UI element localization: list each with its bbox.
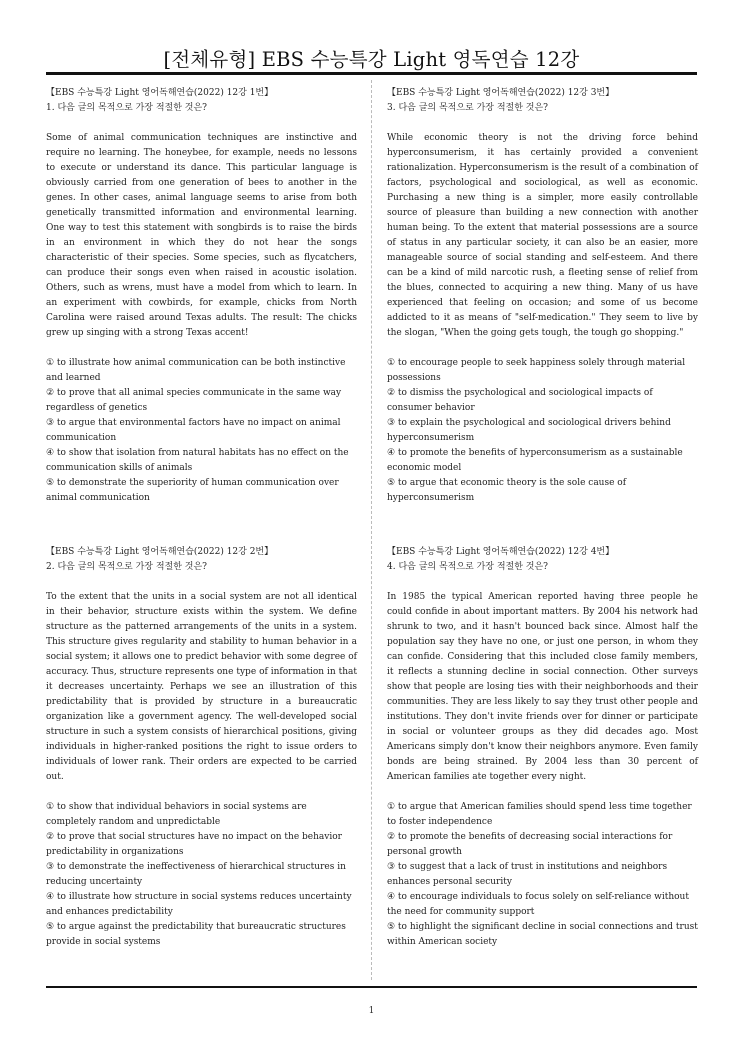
page-title: [전체유형] EBS 수능특강 Light 영독연습 12강 <box>163 48 580 71</box>
answer-choice-5[interactable]: ⑤ to demonstrate the superiority of human communication over animal communication <box>46 478 339 503</box>
answer-choices <box>46 800 357 950</box>
answer-choice-3[interactable]: ③ to argue that environmental factors have no impact on animal communication <box>46 418 341 443</box>
answer-choice-4[interactable]: ④ to promote the benefits of hyperconsumerism as a sustainable economic model <box>387 448 683 473</box>
question-passage: While economic theory is not the driving force behind hyperconsumerism, it has certainly provided a convenient rationalization. Hyperconsumerism is the result of a combination of factors, psychological and sociological, as well as economic. Purchasing a new thing is a simpler, more easily controllable source of pleasure than building a new connection with another human being. To the extent that material possessions are a source of status in any particular society, it can also be an easier, more manageable source of social standing and self-esteem. And there can be a kind of mild narcotic rush, a fleeting sense of relief from the blues, connected to acquiring a new thing. Many of us have experienced that feeling on occasion; and some of us become addicted to it as means of "self-medication." They seem to live by the slogan, "When the going gets tough, the tough go shopping." <box>387 133 698 338</box>
question-3 <box>387 86 698 506</box>
answer-choice-5[interactable]: ⑤ to argue against the predictability that bureaucratic structures provide in social systems <box>46 922 346 947</box>
column-divider <box>371 80 372 980</box>
question-1 <box>46 86 357 506</box>
answer-choice-2[interactable]: ② to prove that all animal species communicate in the same way regardless of genetics <box>46 388 342 413</box>
answer-choice-3[interactable]: ③ to demonstrate the ineffectiveness of hierarchical structures in reducing uncertainty <box>46 862 346 887</box>
question-passage: In 1985 the typical American reported having three people he could confide in about important matters. By 2004 his network had shrunk to two, and it hasn't bounced back since. Almost half the population say they have no one, or just one person, in whom they can confide. Considering that this included close family members, it reflects a stunning decline in social connection. Other surveys show that people are losing ties with their neighborhoods and their communities. They are less likely to say they trust other people and institutions. They don't invite friends over for dinner or participate in social or volunteer groups as they did decades ago. Most Americans simply don't know their neighbors anymore. Even family bonds are being strained. By 2004 less than 30 percent of American families ate together every night. <box>387 592 698 782</box>
answer-choice-1[interactable]: ① to encourage people to seek happiness solely through material possessions <box>387 358 686 383</box>
question-2 <box>46 545 357 950</box>
answer-choice-4[interactable]: ④ to encourage individuals to focus solely on self-reliance without the need for community support <box>387 892 689 917</box>
question-source: 【EBS 수능특강 Light 영어독해연습(2022) 12강 2번】 <box>46 547 274 557</box>
answer-choice-2[interactable]: ② to prove that social structures have no impact on the behavior predictability in organizations <box>46 832 342 857</box>
answer-choice-4[interactable]: ④ to illustrate how structure in social systems reduces uncertainty and enhances predictability <box>46 892 352 917</box>
answer-choice-5[interactable]: ⑤ to argue that economic theory is the sole cause of hyperconsumerism <box>387 478 627 503</box>
answer-choice-1[interactable]: ① to illustrate how animal communication can be both instinctive and learned <box>46 358 346 383</box>
question-source: 【EBS 수능특강 Light 영어독해연습(2022) 12강 3번】 <box>387 88 615 98</box>
answer-choices <box>387 800 698 950</box>
answer-choice-2[interactable]: ② to dismiss the psychological and sociological impacts of consumer behavior <box>387 388 653 413</box>
question-stem: 1. 다음 글의 목적으로 가장 적절한 것은? <box>46 103 207 113</box>
question-4 <box>387 545 698 950</box>
question-stem: 3. 다음 글의 목적으로 가장 적절한 것은? <box>387 103 548 113</box>
answer-choice-3[interactable]: ③ to explain the psychological and sociological drivers behind hyperconsumerism <box>387 418 671 443</box>
answer-choice-3[interactable]: ③ to suggest that a lack of trust in institutions and neighbors enhances personal security <box>387 862 668 887</box>
title-underline <box>46 72 697 75</box>
answer-choice-2[interactable]: ② to promote the benefits of decreasing social interactions for personal growth <box>387 832 673 857</box>
answer-choices <box>387 356 698 506</box>
footer-rule <box>46 986 697 988</box>
page-number: 1 <box>368 1006 375 1016</box>
answer-choices <box>46 356 357 506</box>
question-source: 【EBS 수능특강 Light 영어독해연습(2022) 12강 1번】 <box>46 88 274 98</box>
question-passage: Some of animal communication techniques are instinctive and require no learning. The honeybee, for example, needs no lessons to execute or understand its dance. This particular language is obviously carried from one generation of bees to another in the genes. In other cases, animal language seems to arise from both genetically transmitted information and environmental learning. One way to test this statement with songbirds is to raise the birds in an environment in which they do not hear the songs characteristic of their species. Some species, such as flycatchers, can produce their songs even when raised in acoustic isolation. Others, such as wrens, must have a model from which to learn. In an experiment with cowbirds, for example, chicks from North Carolina were raised around Texas adults. The result: The chicks grew up singing with a strong Texas accent! <box>46 133 357 338</box>
answer-choice-5[interactable]: ⑤ to highlight the significant decline in social connections and trust within American society <box>387 922 698 947</box>
answer-choice-1[interactable]: ① to argue that American families should spend less time together to foster independence <box>387 802 692 827</box>
answer-choice-1[interactable]: ① to show that individual behaviors in social systems are completely random and unpredictable <box>46 802 307 827</box>
question-source: 【EBS 수능특강 Light 영어독해연습(2022) 12강 4번】 <box>387 547 615 557</box>
question-stem: 2. 다음 글의 목적으로 가장 적절한 것은? <box>46 562 207 572</box>
answer-choice-4[interactable]: ④ to show that isolation from natural habitats has no effect on the communication skills of animals <box>46 448 349 473</box>
question-stem: 4. 다음 글의 목적으로 가장 적절한 것은? <box>387 562 548 572</box>
question-passage: To the extent that the units in a social system are not all identical in their behavior, structure exists within the system. We define structure as the patterned arrangements of the units in a system. This structure gives regularity and stability to human behavior in a social system; it allows one to predict behavior with some degree of accuracy. Thus, structure represents one type of information in that it decreases uncertainty. Perhaps we see an illustration of this predictability that is provided by structure in a bureaucratic organization like a government agency. The well-developed social structure in such a system consists of hierarchical positions, giving individuals in higher-ranked positions the right to issue orders to individuals of lower rank. Their orders are expected to be carried out. <box>46 592 357 782</box>
